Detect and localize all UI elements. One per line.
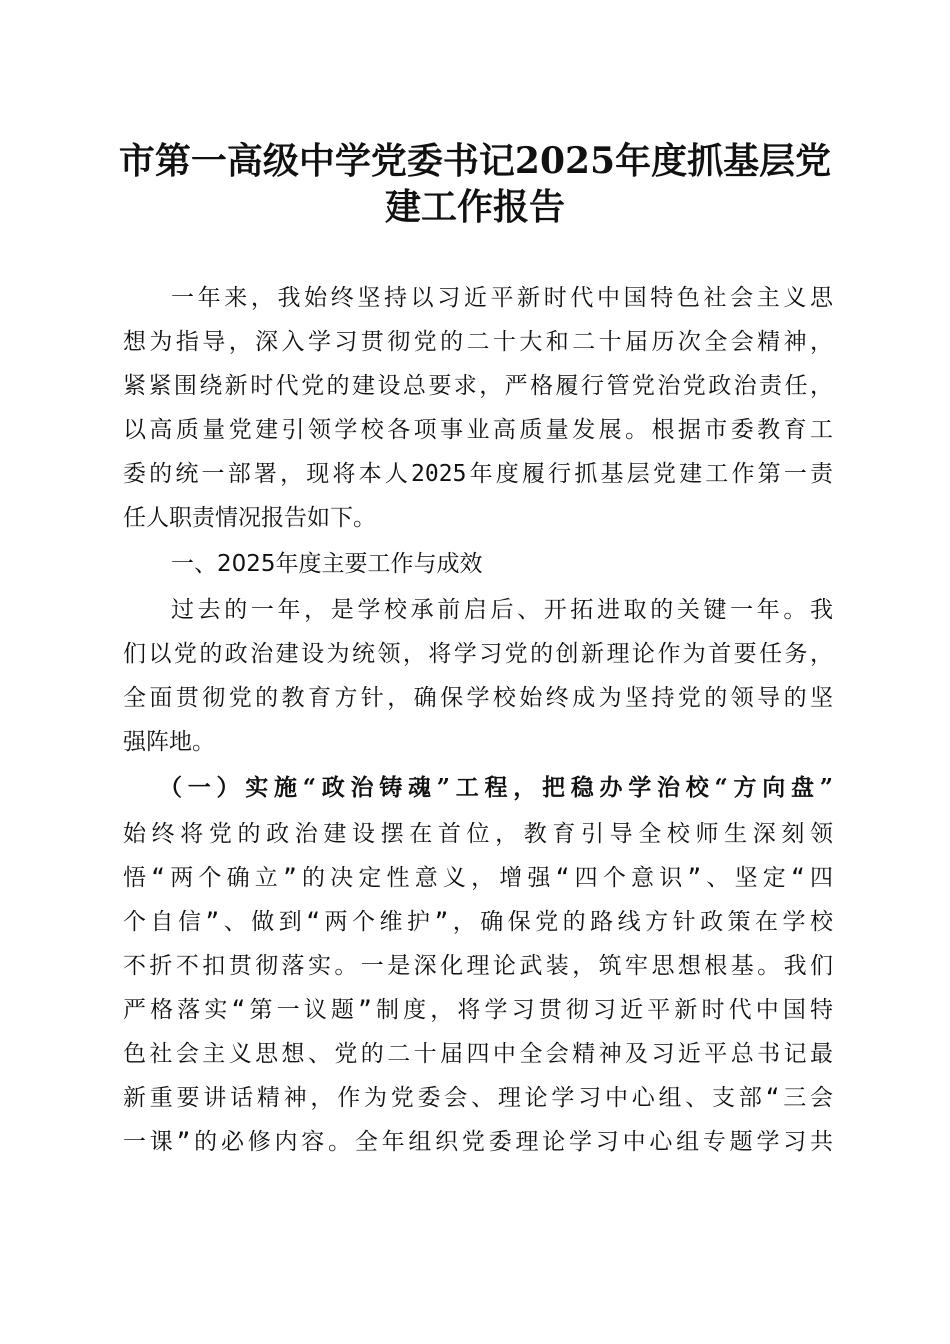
document-title-line-2: 建工作报告 [384, 186, 565, 228]
document-title-line-1: 市第一高级中学党委书记2025年度抓基层党 [118, 140, 832, 182]
intro-line: 任人职责情况报告如下。 [123, 505, 376, 531]
section-heading: 一、2025年度主要工作与成效 [171, 551, 483, 577]
section-1-line: 过去的一年，是学校承前启后、开拓进取的关键一年。我 [171, 597, 833, 623]
intro-line: 委的统一部署，现将本人2025年度履行抓基层党建工作第一责 [123, 461, 833, 487]
intro-line: 紧紧围绕新时代党的建设总要求，严格履行管党治党政治责任， [123, 373, 833, 399]
subsection-1-line: 始终将党的政治建设摆在首位，教育引导全校师生深刻领 [123, 821, 833, 847]
section-1-line: 强阵地。 [123, 729, 215, 755]
section-1-line: 们以党的政治建设为统领，将学习党的创新理论作为首要任务， [123, 641, 833, 667]
section-1-line: 全面贯彻党的教育方针，确保学校始终成为坚持党的领导的坚 [123, 685, 833, 711]
intro-line: 想为指导，深入学习贯彻党的二十大和二十届历次全会精神， [123, 329, 833, 355]
subsection-1-line: 新重要讲话精神，作为党委会、理论学习中心组、支部“三会 [123, 1085, 833, 1111]
subsection-1-line: 色社会主义思想、党的二十届四中全会精神及习近平总书记最 [123, 1041, 833, 1067]
subsection-heading: （一）实施“政治铸魂”工程，把稳办学治校“方向盘” [159, 774, 833, 801]
subsection-1-line: 悟“两个确立”的决定性意义，增强“四个意识”、坚定“四 [123, 865, 833, 891]
intro-line: 一年来，我始终坚持以习近平新时代中国特色社会主义思 [171, 285, 833, 311]
intro-line: 以高质量党建引领学校各项事业高质量发展。根据市委教育工 [123, 417, 833, 443]
subsection-1-line: 不折不扣贯彻落实。一是深化理论武装，筑牢思想根基。我们 [123, 953, 833, 979]
subsection-1-line: 一课”的必修内容。全年组织党委理论学习中心组专题学习共 [123, 1129, 833, 1155]
subsection-1-line: 个自信”、做到“两个维护”，确保党的路线方针政策在学校 [123, 909, 833, 935]
subsection-1-line: 严格落实“第一议题”制度，将学习贯彻习近平新时代中国特 [123, 997, 833, 1023]
